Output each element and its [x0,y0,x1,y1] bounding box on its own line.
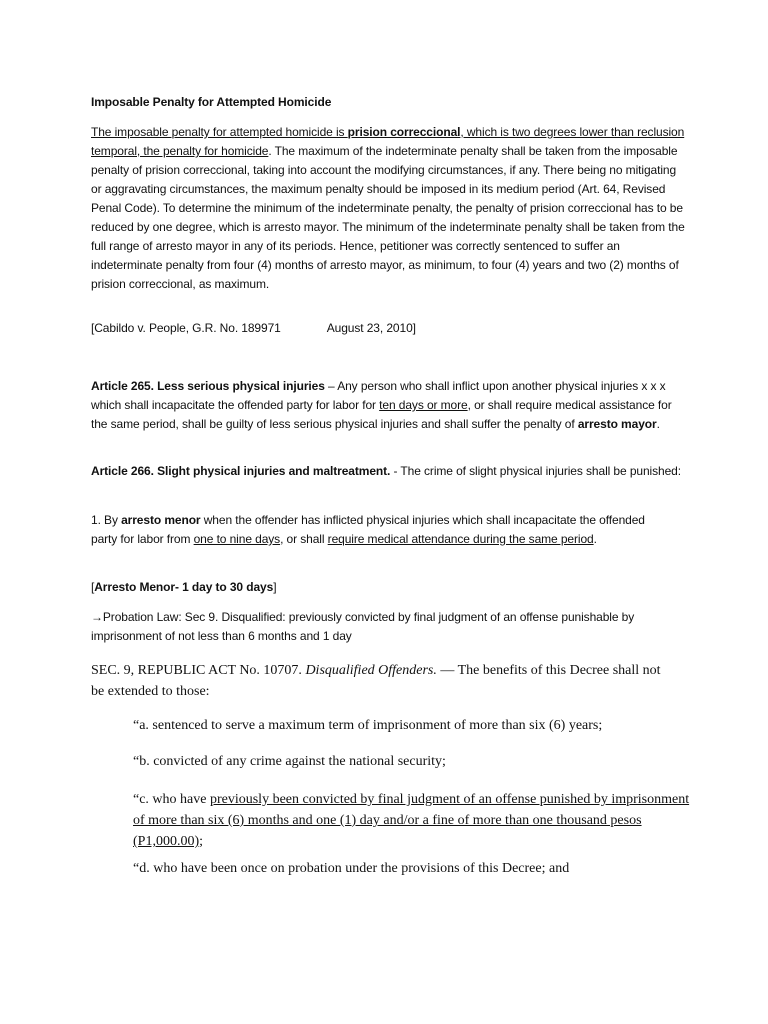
item-b [133,751,693,772]
arrow-icon: → [91,610,103,624]
article-266 [91,462,681,481]
bold-text: arresto menor [121,513,201,527]
item-text: “a. sentenced to serve a maximum term of imprisonment of more than six (6) years; [133,718,603,733]
underlined-text: one to nine days [193,532,281,546]
article-heading: Article 265. Less serious physical injuries [91,379,325,393]
article-heading: Article 266. Slight physical injuries and maltreatment. [91,464,391,478]
sec9-text: SEC. 9, REPUBLIC ACT No. 10707. [91,663,306,678]
page-title [91,93,681,112]
sec9-text: — The benefits of this Decree shall not be extended to those: [91,663,661,699]
item-c [133,789,693,852]
case-citation [91,319,681,338]
item-text: “c. who have [133,792,210,807]
italic-text: Disqualified Offenders. [305,663,437,678]
bold-text: arresto mayor [577,417,657,431]
article-text: . [656,417,660,431]
bracket: [ [91,580,95,594]
item-text: 1. By [91,513,122,527]
bold-underlined-text: prision correccional [347,125,461,139]
paragraph-text: . The maximum of the indeterminate penalty shall be taken from the imposable penalty of prision correccional, taking into account the modifying circumstances, if any. There being no mitigating or aggravating circumstances, the maximum penalty should be imposed in its medium period (Art. 64, Revised Penal Code). To determine the minimum of the indeterminate penalty, the penalty of prision correccional has to be reduced by one degree, which is arresto mayor. The minimum of the indeterminate penalty shall be taken from the full range of arresto mayor in any of its periods. Hence, petitioner was correctly sentenced to suffer an indeterminate penalty from four (4) months of arresto mayor, as minimum, to four (4) years and two (2) months of prision correccional, as maximum. [91,144,685,291]
underlined-text: require medical attendance during the same period [327,532,594,546]
article-265 [91,377,681,434]
arresto-menor-note [91,578,681,597]
item-text: ; [199,834,204,849]
item-text: when the offender has inflicted physical injuries which shall incapacitate the offended party for labor from [91,513,645,546]
item-text: . [593,532,597,546]
underlined-text: ten days or more [379,398,468,412]
bracket: ] [273,580,277,594]
underlined-text: previously been convicted by final judgment of an offense punished by imprisonment of more than six (6) months and one (1) day and/or a fine of more than one thousand pesos (P1,000.00) [133,792,690,849]
article-text: - The crime of slight physical injuries shall be punished: [390,464,681,478]
probation-note [91,608,681,646]
item-a [133,715,693,736]
paragraph-attempted-homicide [91,123,687,294]
item-d [133,858,693,879]
item-text: “d. who have been once on probation under the provisions of this Decree; and [133,861,570,876]
article-text: – Any person who shall inflict upon another physical injuries x x x which shall incapacitate the offended party for labor for [91,379,666,412]
probation-text: Probation Law: Sec 9. Disqualified: previously convicted by final judgment of an offense punishable by imprisonment of not less than 6 months and 1 day [91,610,635,643]
citation-case: [Cabildo v. People, G.R. No. 189971 [91,321,281,335]
article-text: , or shall require medical assistance for the same period, shall be guilty of less serious physical injuries and shall suffer the penalty of [91,398,672,431]
underlined-text: , which is two degrees lower than reclusion temporal, the penalty for homicide [91,125,685,158]
underlined-text: The imposable penalty for attempted homicide is [91,125,348,139]
item-arresto-menor [91,511,671,549]
item-text: “b. convicted of any crime against the national security; [133,754,446,769]
bold-text: Arresto Menor- 1 day to 30 days [94,580,274,594]
citation-date: August 23, 2010 [326,321,413,335]
sec9-intro [91,660,676,702]
title-text: Imposable Penalty for Attempted Homicide [91,95,332,109]
citation-bracket: ] [412,321,416,335]
item-text: , or shall [280,532,328,546]
